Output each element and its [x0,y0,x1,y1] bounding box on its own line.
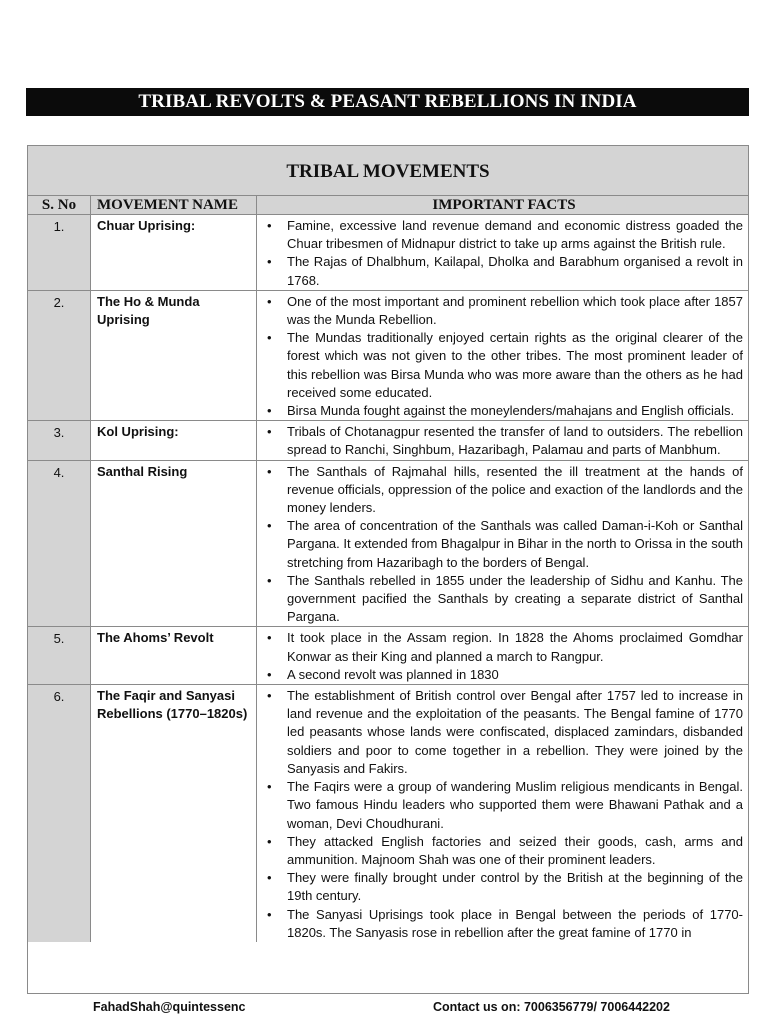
row-facts [257,421,748,459]
fact-item: • The establishment of British control over Bengal after 1757 led to increase in land revenue and the exploitation of the peasants. The Bengal famine of 1770 led peasants whose lands were confiscated, displaced zamindars, disbanded soldiers and poor to come together in a rebellion. They were joined by the Sanyasis and Fakirs. [265,687,743,778]
fact-item: • A second revolt was planned in 1830 [265,666,743,684]
row-sno: 2. [28,291,91,420]
fact-item: • The Mundas traditionally enjoyed certain rights as the original clearer of the forest which was not given to the other tribes. The most prominent leader of this rebellion was Birsa Munda who was more aware than the others as he had received some educated. [265,329,743,402]
row-facts [257,215,748,290]
header-sno: S. No [28,196,91,214]
fact-item: • The Sanyasi Uprisings took place in Bengal between the periods of 1770-1820s. The Sanyasis rose in rebellion after the great famine of 1770 in [265,906,743,942]
row-facts [257,685,748,942]
facts-list [265,463,743,627]
row-sno: 1. [28,215,91,290]
page-title: TRIBAL REVOLTS & PEASANT REBELLIONS IN INDIA [26,88,749,116]
row-movement-name: The Ahoms’ Revolt [91,627,257,684]
table-row [28,627,748,685]
row-facts [257,461,748,627]
row-movement-name: The Ho & Munda Uprising [91,291,257,420]
table-row [28,685,748,942]
table-row [28,461,748,628]
footer-contact: Contact us on: 7006356779/ 7006442202 [433,1000,670,1014]
header-important-facts: IMPORTANT FACTS [257,196,748,214]
fact-item: • The Faqirs were a group of wandering Muslim religious mendicants in Bengal. Two famous Hindu leaders who supported them were Bhawani Pathak and a woman, Devi Choudhurani. [265,778,743,833]
row-facts [257,291,748,420]
fact-item: • Birsa Munda fought against the moneylenders/mahajans and English officials. [265,402,743,420]
fact-item: • The Santhals rebelled in 1855 under the leadership of Sidhu and Kanhu. The government pacified the Santhals by creating a separate district of Santhal Pargana. [265,572,743,627]
row-movement-name: Santhal Rising [91,461,257,627]
facts-list [265,629,743,684]
fact-item: • It took place in the Assam region. In 1828 the Ahoms proclaimed Gomdhar Konwar as their King and planned a march to Rangpur. [265,629,743,665]
row-facts [257,627,748,684]
table-row [28,215,748,291]
fact-item: • They attacked English factories and seized their goods, cash, arms and ammunition. Majnoom Shah was one of their prominent leaders. [265,833,743,869]
facts-list [265,687,743,942]
row-sno: 6. [28,685,91,942]
row-movement-name: Chuar Uprising: [91,215,257,290]
fact-item: • Tribals of Chotanagpur resented the transfer of land to outsiders. The rebellion spread to Ranchi, Singhbum, Hazaribagh, Palamau and parts of Manbhum. [265,423,743,459]
table-header-row [28,196,748,215]
facts-list [265,217,743,290]
fact-item: • The Rajas of Dhalbhum, Kailapal, Dholka and Barabhum organised a revolt in 1768. [265,253,743,289]
fact-item: • The area of concentration of the Santhals was called Daman-i-Koh or Santhal Pargana. It extended from Bhagalpur in Bihar in the north to Orissa in the south stretching from Hazaribagh to the borders of Bengal. [265,517,743,572]
fact-item: • They were finally brought under control by the British at the beginning of the 19th century. [265,869,743,905]
fact-item: • One of the most important and prominent rebellion which took place after 1857 was the Munda Rebellion. [265,293,743,329]
facts-list [265,423,743,459]
row-sno: 3. [28,421,91,459]
footer-email: FahadShah@quintessenc [93,1000,246,1014]
row-sno: 5. [28,627,91,684]
fact-item: • The Santhals of Rajmahal hills, resented the ill treatment at the hands of revenue officials, oppression of the police and exaction of the landlords and the money lenders. [265,463,743,518]
header-movement-name: MOVEMENT NAME [91,196,257,214]
section-title: TRIBAL MOVEMENTS [28,146,748,196]
movements-table [27,145,749,994]
row-sno: 4. [28,461,91,627]
table-row [28,291,748,421]
row-movement-name: Kol Uprising: [91,421,257,459]
table-row [28,421,748,460]
facts-list [265,293,743,420]
fact-item: • Famine, excessive land revenue demand and economic distress goaded the Chuar tribesmen of Midnapur district to take up arms against the British rule. [265,217,743,253]
row-movement-name: The Faqir and Sanyasi Rebellions (1770–1820s) [91,685,257,942]
